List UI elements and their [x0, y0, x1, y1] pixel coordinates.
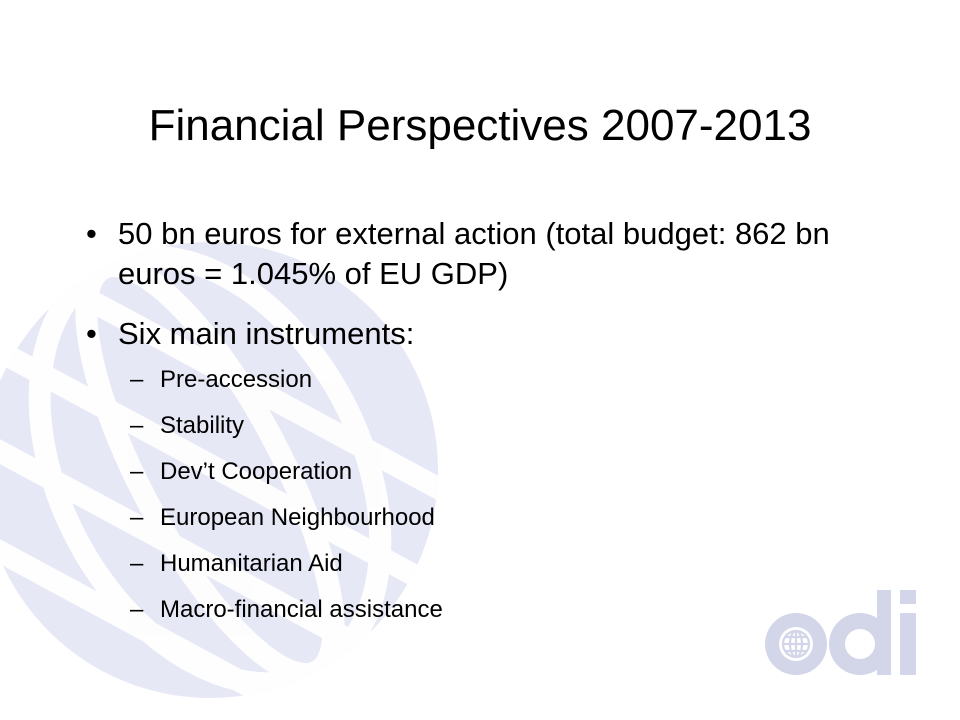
- dash-marker: –: [130, 504, 144, 531]
- instrument-text: Pre-accession: [160, 366, 313, 393]
- instrument-item: [130, 365, 443, 411]
- instrument-item: [130, 503, 443, 549]
- dash-marker: –: [130, 412, 144, 439]
- instrument-item: [130, 457, 443, 503]
- bullet-text: 50 bn euros for external action (total budget: 862 bn euros = 1.045% of EU GDP): [118, 216, 830, 291]
- instrument-text: Macro-financial assistance: [160, 596, 443, 623]
- logo-letter-i: [900, 590, 916, 675]
- odi-logo: [760, 588, 924, 680]
- logo-letter-d: [829, 590, 891, 675]
- dash-marker: –: [130, 366, 144, 393]
- dash-marker: –: [130, 550, 144, 577]
- instrument-item: [130, 411, 443, 457]
- dash-marker: –: [130, 458, 144, 485]
- bullet-item: [86, 314, 906, 354]
- logo-globe-icon: [765, 613, 827, 675]
- slide-title: Financial Perspectives 2007-2013: [148, 101, 812, 150]
- instrument-text: European Neighbourhood: [160, 504, 435, 531]
- bullet-item: [86, 214, 906, 294]
- instrument-list: [130, 365, 443, 641]
- dash-marker: –: [130, 596, 144, 623]
- instrument-text: Humanitarian Aid: [160, 550, 343, 577]
- bullet-list: [86, 214, 906, 374]
- bullet-marker: •: [86, 216, 97, 251]
- bullet-marker: •: [86, 316, 97, 351]
- instrument-item: [130, 549, 443, 595]
- instrument-text: Stability: [160, 412, 245, 439]
- bullet-text: Six main instruments:: [118, 316, 415, 351]
- instrument-item: [130, 595, 443, 641]
- instrument-text: Dev’t Cooperation: [160, 458, 353, 485]
